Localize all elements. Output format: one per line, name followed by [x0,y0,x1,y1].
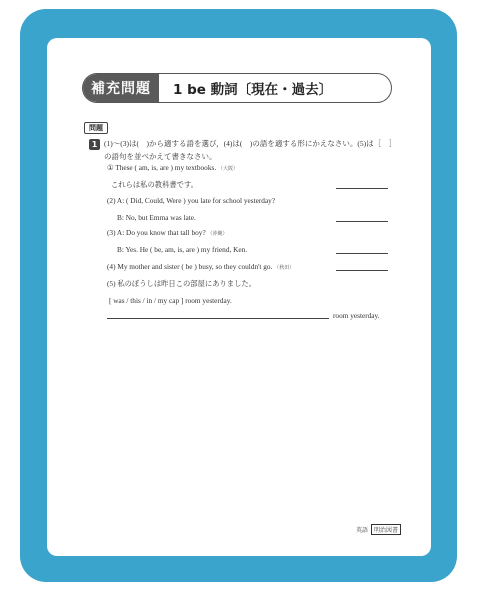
answer-blank-5[interactable] [107,318,329,319]
answer-blank-4[interactable] [336,270,388,271]
question-item-3-reply: B: Yes. He ( be, am, is, are ) my friend, Ken. [117,245,248,254]
footer-subject: 英語 [356,527,369,534]
section-label: 補充問題 [83,74,159,102]
answer-suffix: room yesterday. [333,311,380,320]
question-number-badge: 1 [89,139,100,150]
question-item-4 [107,262,294,271]
question-item-3-source: （沖縄） [207,232,228,237]
question-item-1-source: （大阪） [217,167,238,172]
section-title: 1 be 動詞〔現在・過去〕 [173,82,333,98]
question-item-1 [107,163,238,172]
instructions: (1)〜(3)は( )から適する語を選び，(4)は( )の語を適する形にかえなさい。(5)は［ ］の語句を並べかえて書きなさい。 [104,139,397,161]
question-item-4-source: （秋田） [274,266,295,271]
answer-blank-3[interactable] [336,253,388,254]
question-item-1-text: ① These ( am, is, are ) my textbooks. [107,163,217,172]
question-item-2-reply: B: No, but Emma was late. [117,213,196,222]
answer-blank-2[interactable] [336,221,388,222]
question-item-5-words: [ was / this / in / my cap ] room yesterday. [109,296,232,305]
section-header [82,73,392,103]
question-item-1-translation: これらは私の教科書です。 [111,180,198,189]
footer [356,524,401,535]
mondai-badge: 問題 [84,122,108,134]
footer-publisher: 明治図書 [371,524,401,535]
question-item-4-text: (4) My mother and sister ( be ) busy, so they couldn't go. [107,262,273,271]
question-item-3 [107,228,228,237]
question-item-5: (5) 私のぼうしは昨日この部屋にありました。 [107,279,256,288]
worksheet-page [47,38,431,556]
question-item-3-text: (3) A: Do you know that tall boy? [107,228,206,237]
question-item-2: (2) A: ( Did, Could, Were ) you late for school yesterday? [107,196,276,205]
answer-blank-1[interactable] [336,188,388,189]
